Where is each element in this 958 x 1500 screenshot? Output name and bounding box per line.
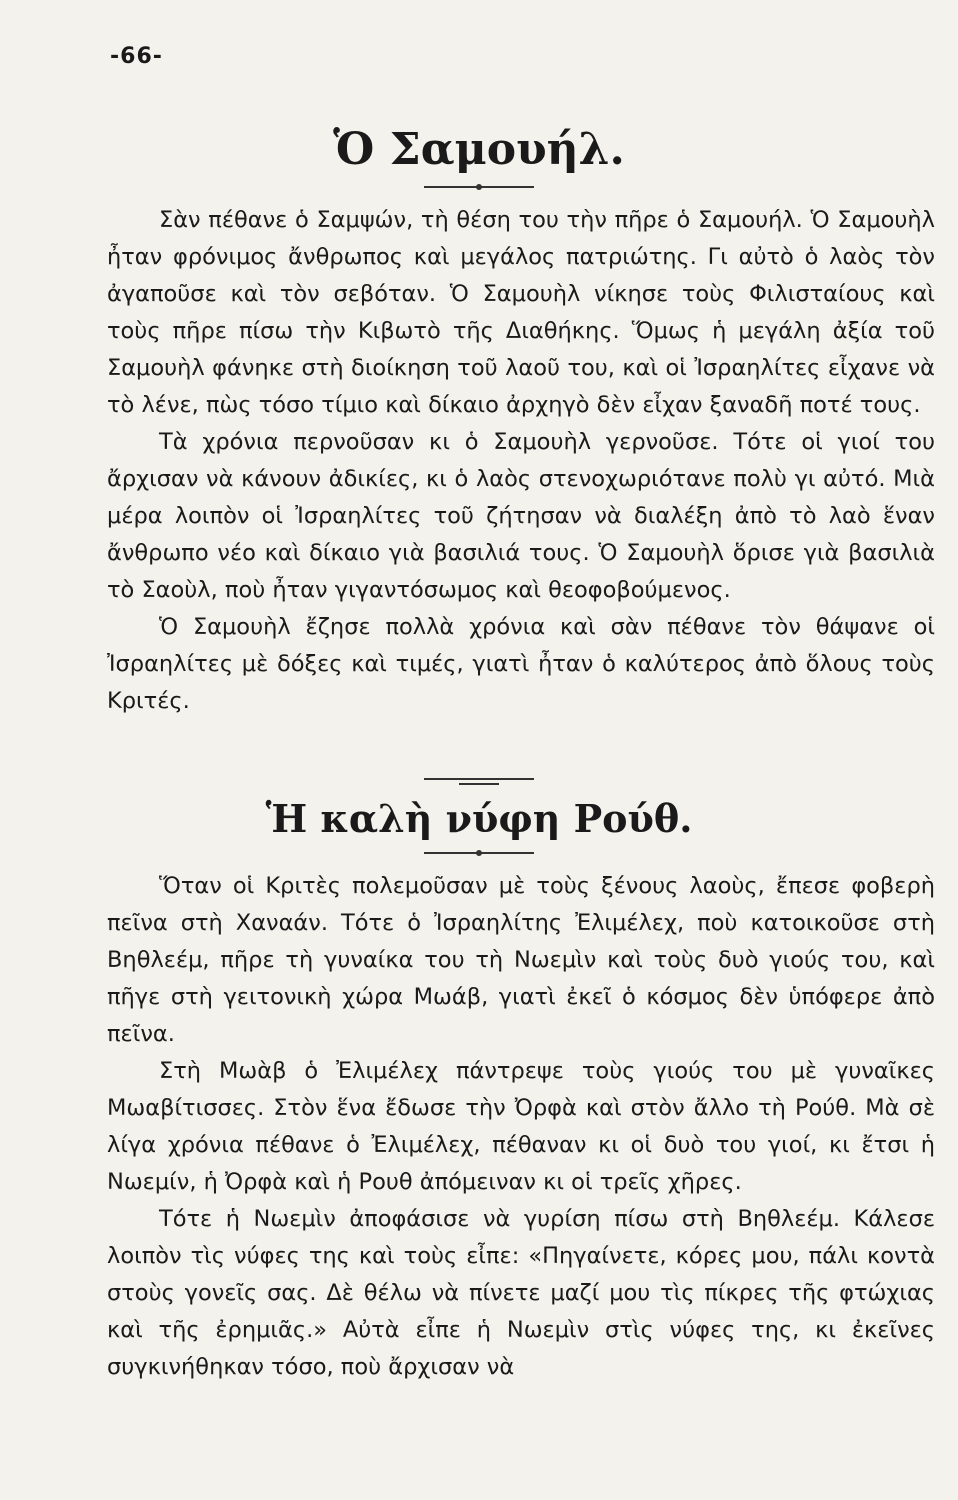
title-rule: [424, 852, 534, 854]
paragraph: Ὁ Σαμουὴλ ἔζησε πολλὰ χρόνια καὶ σὰν πέθανε τὸν θάψανε οἱ Ἰσραηλίτες μὲ δόξες καὶ τιμές, γιατὶ ἦταν ὁ καλύτερος ἀπὸ ὅλους τοὺς Κριτές.: [107, 614, 935, 714]
double-rule-separator: [424, 778, 534, 780]
paragraph: Σὰν πέθανε ὁ Σαμψών, τὴ θέση του τὴν πῆρε ὁ Σαμουήλ. Ὁ Σαμουὴλ ἦταν φρόνιμος ἄνθρωπος καὶ μεγάλος πατριώτης. Γι αὐτὸ ὁ λαὸς τὸν ἀγαποῦσε καὶ τὸν σεβόταν. Ὁ Σαμουὴλ νίκησε τοὺς Φιλισταίους καὶ τοὺς πῆρε πίσω τὴν Κιβωτὸ τῆς Διαθήκης. Ὅμως ἡ μεγάλη ἀξία τοῦ Σαμουὴλ φάνηκε στὴ διοίκηση τοῦ λαοῦ του, καὶ οἱ Ἰσραηλίτες εἶχανε νὰ τὸ λένε, πὼς τόσο τίμιο καὶ δίκαιο ἀρχηγὸ δὲν εἶχαν ξαναδῆ ποτέ τους.: [107, 207, 935, 418]
paragraph: Τὰ χρόνια περνοῦσαν κι ὁ Σαμουὴλ γερνοῦσε. Τότε οἱ γιοί του ἄρχισαν νὰ κάνουν ἀδικίες, κι ὁ λαὸς στενοχωριότανε πολὺ γι αὐτό. Μιὰ μέρα λοιπὸν οἱ Ἰσραηλίτες τοῦ ζήτησαν νὰ διαλέξη ἀπὸ τὸ λαὸ ἕναν ἄνθρωπο νέο καὶ δίκαιο γιὰ βασιλιά τους. Ὁ Σαμουὴλ ὅρισε γιὰ βασιλιὰ τὸ Σαοὺλ, ποὺ ἦταν γιγαντόσωμος καὶ θεοφοβούμενος.: [107, 429, 935, 603]
title-rule: [424, 186, 534, 188]
paragraph: Ὅταν οἱ Κριτὲς πολεμοῦσαν μὲ τοὺς ξένους λαοὺς, ἔπεσε φοβερὴ πεῖνα στὴ Χαναάν. Τότε ὁ Ἰσραηλίτης Ἐλιμέλεχ, ποὺ κατοικοῦσε στὴ Βηθλεέμ, πῆρε τὴ γυναίκα του τὴ Νωεμὶν καὶ τοὺς δυὸ γιούς του, καὶ πῆγε στὴ γειτονικὴ χώρα Μωάβ, γιατὶ ἐκεῖ ὁ κόσμος δὲν ὑπόφερε ἀπὸ πεῖνα.: [107, 873, 935, 1047]
section-samuel: [0, 124, 958, 188]
rule-ornament: [476, 184, 482, 190]
page-number: -66-: [110, 44, 163, 69]
section-ruth-body: [107, 868, 935, 1386]
section-ruth: [0, 796, 958, 854]
section-samuel-body: [107, 202, 935, 720]
section-title-samuel: Ὁ Σαμουήλ.: [333, 124, 625, 175]
section-separator: [0, 778, 958, 780]
paragraph: Στὴ Μωὰβ ὁ Ἐλιμέλεχ πάντρεψε τοὺς γιούς του μὲ γυναῖκες Μωαβίτισσες. Στὸν ἕνα ἔδωσε τὴν Ὀρφὰ καὶ στὸν ἄλλο τὴ Ρούθ. Μὰ σὲ λίγα χρόνια πέθανε ὁ Ἐλιμέλεχ, πέθαναν κι οἱ δυὸ του γιοί, κι ἔτσι ἡ Νωεμίν, ἡ Ὀρφὰ καὶ ἡ Ρουθ ἀπόμειναν κι οἱ τρεῖς χῆρες.: [107, 1058, 935, 1195]
paragraph: Τότε ἡ Νωεμὶν ἀποφάσισε νὰ γυρίση πίσω στὴ Βηθλεέμ. Κάλεσε λοιπὸν τὶς νύφες της καὶ τοὺς εἶπε: «Πηγαίνετε, κόρες μου, πάλι κοντὰ στοὺς γονεῖς σας. Δὲ θέλω νὰ πίνετε μαζί μου τὶς πίκρες τῆς φτώχιας καὶ τῆς ἐρημιᾶς.» Αὐτὰ εἶπε ἡ Νωεμὶν στὶς νύφες της, κι ἐκεῖνες συγκινήθηκαν τόσο, ποὺ ἄρχισαν νὰ: [107, 1206, 935, 1380]
section-title-ruth: Ἡ καλὴ νύφη Ρούθ.: [265, 796, 693, 841]
rule-ornament: [476, 850, 482, 856]
